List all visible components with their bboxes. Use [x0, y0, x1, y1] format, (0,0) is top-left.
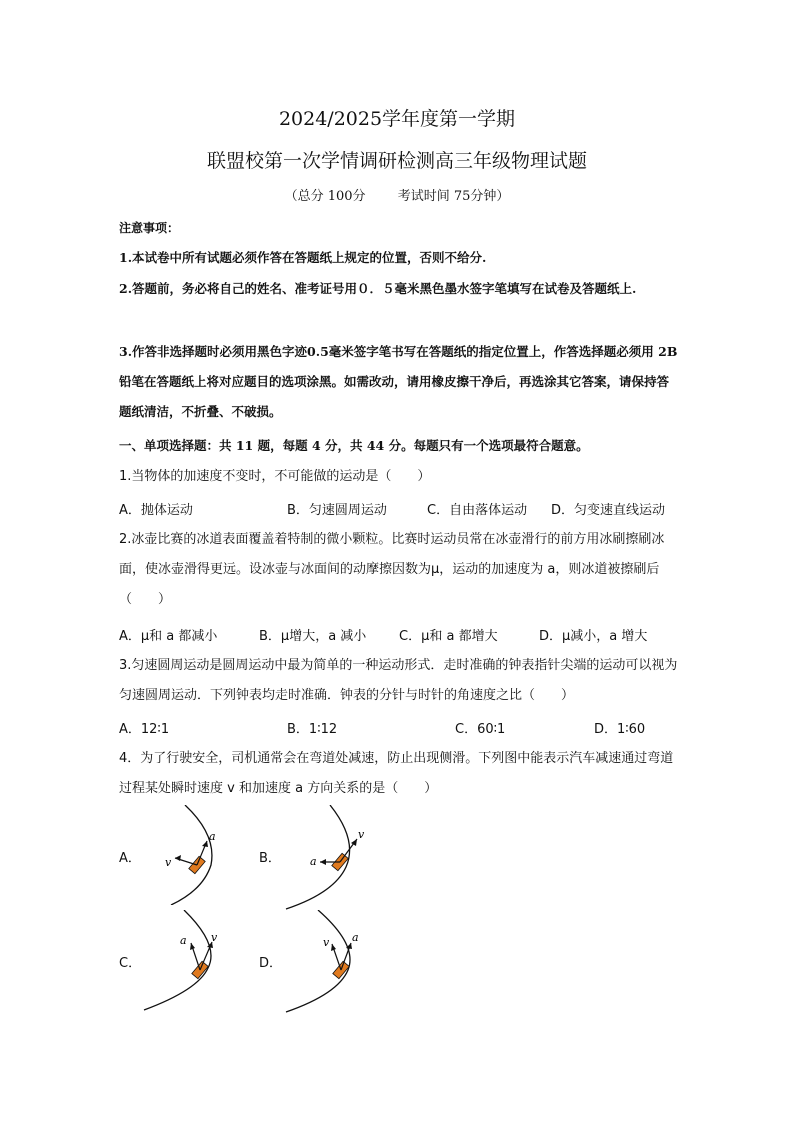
q4-a-accel-label: a: [209, 830, 216, 843]
q1-option-d: D．匀变速直线运动: [551, 503, 666, 518]
q4-d-velocity-label: v: [323, 936, 330, 949]
total-score: （总分 100分: [284, 189, 366, 204]
question-3-stem: 3.匀速圆周运动是圆周运动中最为简单的一种运动形式．走时准确的钟表指针尖端的运动可以视为匀速圆周运动．下列钟表均走时准确．钟表的分针与时针的角速度之比（ ）: [119, 658, 678, 703]
q4-figure-c: [140, 910, 250, 1015]
question-4-stem: 4．为了行驶安全，司机通常会在弯道处减速，防止出现侧滑。下列图中能表示汽车减速通过弯道过程某处瞬时速度 v 和加速度 a 方向关系的是（ ）: [119, 751, 674, 796]
section-heading: 一、单项选择题：共 11 题，每题 4 分，共 44 分。每题只有一个选项最符合题意。: [119, 438, 589, 453]
exam-title: 联盟校第一次学情调研检测高三年级物理试题: [206, 150, 587, 172]
question-3-options: [119, 718, 679, 742]
note-item-1: 1.本试卷中所有试题必须作答在答题纸上规定的位置，否则不给分.: [119, 250, 487, 265]
question-1-options: [119, 499, 679, 523]
note-item-2: 2.答题前，务必将自己的姓名、准考证号用０．５毫米黑色墨水签字笔填写在试卷及答题纸上.: [119, 281, 637, 296]
note-item-3: 3.作答非选择题时必须用黑色字迹0.5毫米签字笔书写在答题纸的指定位置上，作答选择题必须用 2B 铅笔在答题纸上将对应题目的选项涂黑。如需改动，请用橡皮擦干净后，再选涂其它答案，请保持答题纸清洁，不折叠、不破损。: [119, 344, 678, 419]
question-1-stem: 1.当物体的加速度不变时，不可能做的运动是（ ）: [119, 469, 431, 484]
q3-option-a: A．12∶1: [119, 722, 170, 737]
q2-option-b: B．μ增大，a 减小: [259, 629, 367, 644]
notes-heading: 注意事项：: [119, 221, 180, 235]
q3-option-d: D．1∶60: [594, 722, 646, 737]
exam-time: 考试时间 75分钟）: [397, 189, 510, 204]
q4-d-accel-label: a: [352, 931, 359, 944]
question-2-stem: 2.冰壶比赛的冰道表面覆盖着特制的微小颗粒。比赛时运动员常在冰壶滑行的前方用冰刷擦刷冰面，使冰壶滑得更远。设冰壶与冰面间的动摩擦因数为μ，运动的加速度为 a，则冰道被擦刷后（ ）: [119, 532, 665, 607]
q4-figure-b-label: B．: [259, 851, 281, 866]
question-2-options: [119, 625, 679, 649]
q1-option-a: A．抛体运动: [119, 503, 193, 518]
q4-figure-d-label: D．: [259, 956, 283, 971]
q4-figure-d: [280, 910, 390, 1015]
q4-c-accel-label: a: [180, 934, 187, 947]
exam-info: [0, 185, 794, 204]
q3-option-b: B．1∶12: [287, 722, 338, 737]
exam-term-title: 2024/2025学年度第一学期: [278, 108, 516, 130]
q4-c-velocity-label: v: [211, 931, 218, 944]
q4-b-velocity-label: v: [358, 828, 365, 841]
q4-a-velocity-label: v: [165, 856, 172, 869]
q4-figure-a-label: A．: [119, 851, 141, 866]
q1-option-c: C．自由落体运动: [427, 503, 528, 518]
q4-figure-c-label: C．: [119, 956, 142, 971]
q3-option-c: C．60∶1: [455, 722, 506, 737]
q4-b-accel-label: a: [310, 855, 317, 868]
q2-option-a: A．μ和 a 都减小: [119, 629, 218, 644]
q2-option-d: D．μ减小，a 增大: [539, 629, 648, 644]
q4-figure-a: [145, 805, 255, 905]
q2-option-c: C．μ和 a 都增大: [399, 629, 498, 644]
q4-figure-b: [280, 805, 390, 910]
q1-option-b: B．匀速圆周运动: [287, 503, 387, 518]
